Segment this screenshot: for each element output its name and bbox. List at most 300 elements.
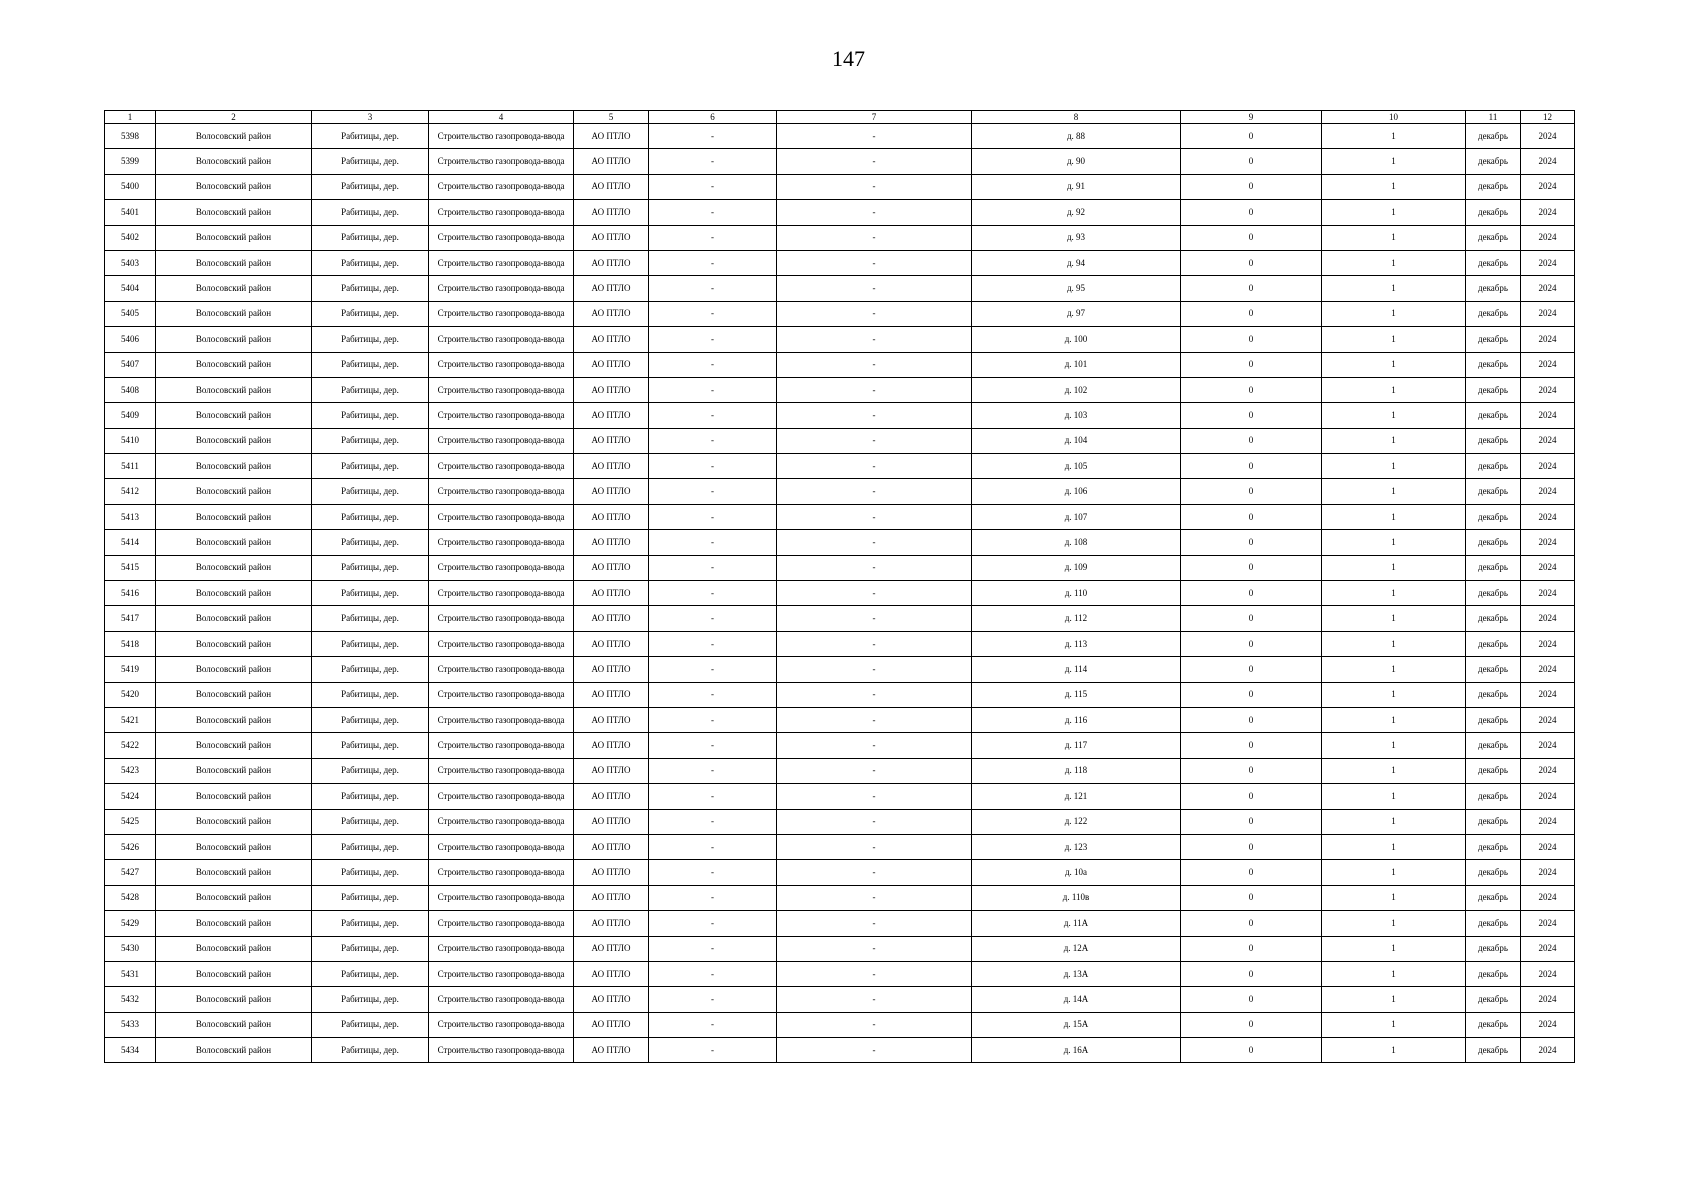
row-number-cell: 5401 [105,200,156,225]
col6-cell: - [649,784,777,809]
address-cell: д. 88 [972,124,1181,149]
district-cell: Волосовский район [156,758,312,783]
district-cell: Волосовский район [156,327,312,352]
col9-value-cell: 0 [1181,428,1322,453]
address-cell: д. 92 [972,200,1181,225]
district-cell: Волосовский район [156,936,312,961]
month-cell: декабрь [1466,911,1521,936]
col6-cell: - [649,530,777,555]
col7-cell: - [777,530,972,555]
table-row [105,707,1575,732]
month-cell: декабрь [1466,504,1521,529]
col9-value-cell: 0 [1181,606,1322,631]
month-cell: декабрь [1466,631,1521,656]
year-cell: 2024 [1521,682,1575,707]
col6-cell: - [649,555,777,580]
col6-cell: - [649,911,777,936]
month-cell: декабрь [1466,961,1521,986]
address-cell: д. 123 [972,834,1181,859]
year-cell: 2024 [1521,454,1575,479]
col6-cell: - [649,987,777,1012]
table-row [105,885,1575,910]
district-cell: Волосовский район [156,631,312,656]
organization-cell: АО ПТЛО [574,403,649,428]
col9-value-cell: 0 [1181,124,1322,149]
col7-cell: - [777,377,972,402]
organization-cell: АО ПТЛО [574,1038,649,1063]
col10-value-cell: 1 [1322,403,1466,428]
table-row [105,834,1575,859]
col6-cell: - [649,631,777,656]
activity-cell: Строительство газопровода-ввода [429,707,574,732]
month-cell: декабрь [1466,250,1521,275]
address-cell: д. 121 [972,784,1181,809]
col6-cell: - [649,1012,777,1037]
year-cell: 2024 [1521,885,1575,910]
col7-cell: - [777,327,972,352]
year-cell: 2024 [1521,555,1575,580]
row-number-cell: 5403 [105,250,156,275]
col9-value-cell: 0 [1181,352,1322,377]
col7-cell: - [777,606,972,631]
year-cell: 2024 [1521,961,1575,986]
address-cell: д. 122 [972,809,1181,834]
col9-value-cell: 0 [1181,1012,1322,1037]
table-row [105,657,1575,682]
row-number-cell: 5404 [105,276,156,301]
organization-cell: АО ПТЛО [574,225,649,250]
organization-cell: АО ПТЛО [574,581,649,606]
activity-cell: Строительство газопровода-ввода [429,784,574,809]
col10-value-cell: 1 [1322,352,1466,377]
col7-cell: - [777,911,972,936]
column-header: 8 [972,111,1181,124]
activity-cell: Строительство газопровода-ввода [429,403,574,428]
district-cell: Волосовский район [156,504,312,529]
address-cell: д. 16А [972,1038,1181,1063]
column-header: 12 [1521,111,1575,124]
address-cell: д. 15А [972,1012,1181,1037]
col10-value-cell: 1 [1322,504,1466,529]
month-cell: декабрь [1466,758,1521,783]
organization-cell: АО ПТЛО [574,834,649,859]
settlement-cell: Рабитицы, дер. [312,454,429,479]
column-header: 6 [649,111,777,124]
activity-cell: Строительство газопровода-ввода [429,885,574,910]
col10-value-cell: 1 [1322,885,1466,910]
settlement-cell: Рабитицы, дер. [312,784,429,809]
address-cell: д. 117 [972,733,1181,758]
col7-cell: - [777,276,972,301]
col7-cell: - [777,834,972,859]
col10-value-cell: 1 [1322,530,1466,555]
table-row [105,124,1575,149]
col7-cell: - [777,149,972,174]
row-number-cell: 5422 [105,733,156,758]
activity-cell: Строительство газопровода-ввода [429,809,574,834]
row-number-cell: 5423 [105,758,156,783]
col9-value-cell: 0 [1181,327,1322,352]
col6-cell: - [649,885,777,910]
row-number-cell: 5400 [105,174,156,199]
col9-value-cell: 0 [1181,834,1322,859]
col9-value-cell: 0 [1181,200,1322,225]
table-row [105,758,1575,783]
row-number-cell: 5413 [105,504,156,529]
organization-cell: АО ПТЛО [574,377,649,402]
col6-cell: - [649,707,777,732]
month-cell: декабрь [1466,327,1521,352]
table-row [105,784,1575,809]
row-number-cell: 5405 [105,301,156,326]
district-cell: Волосовский район [156,479,312,504]
col9-value-cell: 0 [1181,555,1322,580]
district-cell: Волосовский район [156,1038,312,1063]
col9-value-cell: 0 [1181,707,1322,732]
table-row [105,809,1575,834]
col10-value-cell: 1 [1322,301,1466,326]
district-cell: Волосовский район [156,581,312,606]
row-number-cell: 5434 [105,1038,156,1063]
col9-value-cell: 0 [1181,174,1322,199]
col6-cell: - [649,454,777,479]
month-cell: декабрь [1466,428,1521,453]
col9-value-cell: 0 [1181,377,1322,402]
column-header: 4 [429,111,574,124]
month-cell: декабрь [1466,809,1521,834]
col9-value-cell: 0 [1181,758,1322,783]
col9-value-cell: 0 [1181,225,1322,250]
table-row [105,301,1575,326]
settlement-cell: Рабитицы, дер. [312,885,429,910]
district-cell: Волосовский район [156,301,312,326]
settlement-cell: Рабитицы, дер. [312,250,429,275]
col6-cell: - [649,428,777,453]
activity-cell: Строительство газопровода-ввода [429,174,574,199]
col6-cell: - [649,961,777,986]
col6-cell: - [649,377,777,402]
col10-value-cell: 1 [1322,581,1466,606]
settlement-cell: Рабитицы, дер. [312,911,429,936]
col6-cell: - [649,403,777,428]
district-cell: Волосовский район [156,403,312,428]
col9-value-cell: 0 [1181,1038,1322,1063]
col9-value-cell: 0 [1181,809,1322,834]
col10-value-cell: 1 [1322,784,1466,809]
settlement-cell: Рабитицы, дер. [312,581,429,606]
col6-cell: - [649,174,777,199]
month-cell: декабрь [1466,657,1521,682]
organization-cell: АО ПТЛО [574,174,649,199]
table-row [105,352,1575,377]
activity-cell: Строительство газопровода-ввода [429,682,574,707]
col10-value-cell: 1 [1322,327,1466,352]
year-cell: 2024 [1521,124,1575,149]
col9-value-cell: 0 [1181,504,1322,529]
col7-cell: - [777,1012,972,1037]
col10-value-cell: 1 [1322,200,1466,225]
row-number-cell: 5427 [105,860,156,885]
table-row [105,1012,1575,1037]
year-cell: 2024 [1521,1038,1575,1063]
settlement-cell: Рабитицы, дер. [312,225,429,250]
year-cell: 2024 [1521,352,1575,377]
row-number-cell: 5416 [105,581,156,606]
col10-value-cell: 1 [1322,987,1466,1012]
address-cell: д. 90 [972,149,1181,174]
column-header: 10 [1322,111,1466,124]
address-cell: д. 12А [972,936,1181,961]
activity-cell: Строительство газопровода-ввода [429,657,574,682]
col10-value-cell: 1 [1322,682,1466,707]
column-header: 1 [105,111,156,124]
district-cell: Волосовский район [156,809,312,834]
organization-cell: АО ПТЛО [574,1012,649,1037]
month-cell: декабрь [1466,403,1521,428]
month-cell: декабрь [1466,555,1521,580]
col9-value-cell: 0 [1181,479,1322,504]
district-cell: Волосовский район [156,657,312,682]
row-number-cell: 5431 [105,961,156,986]
col6-cell: - [649,809,777,834]
table-row [105,911,1575,936]
col7-cell: - [777,581,972,606]
organization-cell: АО ПТЛО [574,885,649,910]
col6-cell: - [649,936,777,961]
year-cell: 2024 [1521,403,1575,428]
table-row [105,479,1575,504]
col10-value-cell: 1 [1322,834,1466,859]
address-cell: д. 116 [972,707,1181,732]
col7-cell: - [777,860,972,885]
year-cell: 2024 [1521,200,1575,225]
settlement-cell: Рабитицы, дер. [312,174,429,199]
year-cell: 2024 [1521,809,1575,834]
district-cell: Волосовский район [156,124,312,149]
col9-value-cell: 0 [1181,403,1322,428]
row-number-cell: 5406 [105,327,156,352]
activity-cell: Строительство газопровода-ввода [429,581,574,606]
address-cell: д. 118 [972,758,1181,783]
row-number-cell: 5398 [105,124,156,149]
activity-cell: Строительство газопровода-ввода [429,834,574,859]
organization-cell: АО ПТЛО [574,860,649,885]
col7-cell: - [777,504,972,529]
column-header: 2 [156,111,312,124]
organization-cell: АО ПТЛО [574,657,649,682]
activity-cell: Строительство газопровода-ввода [429,428,574,453]
row-number-cell: 5421 [105,707,156,732]
activity-cell: Строительство газопровода-ввода [429,1012,574,1037]
settlement-cell: Рабитицы, дер. [312,428,429,453]
table-row [105,530,1575,555]
table-body [105,124,1575,1063]
address-cell: д. 106 [972,479,1181,504]
table-row [105,860,1575,885]
col9-value-cell: 0 [1181,860,1322,885]
column-header: 5 [574,111,649,124]
organization-cell: АО ПТЛО [574,809,649,834]
month-cell: декабрь [1466,936,1521,961]
settlement-cell: Рабитицы, дер. [312,149,429,174]
year-cell: 2024 [1521,301,1575,326]
col7-cell: - [777,758,972,783]
district-cell: Волосовский район [156,707,312,732]
col10-value-cell: 1 [1322,250,1466,275]
organization-cell: АО ПТЛО [574,149,649,174]
col7-cell: - [777,124,972,149]
address-cell: д. 109 [972,555,1181,580]
organization-cell: АО ПТЛО [574,479,649,504]
address-cell: д. 104 [972,428,1181,453]
table-row [105,733,1575,758]
year-cell: 2024 [1521,1012,1575,1037]
table-row [105,225,1575,250]
col10-value-cell: 1 [1322,936,1466,961]
row-number-cell: 5426 [105,834,156,859]
col7-cell: - [777,225,972,250]
table-row [105,581,1575,606]
table-row [105,1038,1575,1063]
activity-cell: Строительство газопровода-ввода [429,860,574,885]
col6-cell: - [649,225,777,250]
district-cell: Волосовский район [156,682,312,707]
table-row [105,631,1575,656]
col10-value-cell: 1 [1322,124,1466,149]
district-cell: Волосовский район [156,149,312,174]
col9-value-cell: 0 [1181,276,1322,301]
col10-value-cell: 1 [1322,707,1466,732]
row-number-cell: 5414 [105,530,156,555]
col10-value-cell: 1 [1322,860,1466,885]
organization-cell: АО ПТЛО [574,352,649,377]
col6-cell: - [649,733,777,758]
year-cell: 2024 [1521,936,1575,961]
row-number-cell: 5418 [105,631,156,656]
row-number-cell: 5408 [105,377,156,402]
activity-cell: Строительство газопровода-ввода [429,961,574,986]
year-cell: 2024 [1521,250,1575,275]
col7-cell: - [777,682,972,707]
year-cell: 2024 [1521,758,1575,783]
col7-cell: - [777,936,972,961]
col9-value-cell: 0 [1181,682,1322,707]
district-cell: Волосовский район [156,276,312,301]
row-number-cell: 5420 [105,682,156,707]
organization-cell: АО ПТЛО [574,733,649,758]
address-cell: д. 115 [972,682,1181,707]
month-cell: декабрь [1466,149,1521,174]
district-cell: Волосовский район [156,555,312,580]
address-cell: д. 10а [972,860,1181,885]
table-row [105,327,1575,352]
settlement-cell: Рабитицы, дер. [312,606,429,631]
address-cell: д. 108 [972,530,1181,555]
settlement-cell: Рабитицы, дер. [312,809,429,834]
year-cell: 2024 [1521,606,1575,631]
activity-cell: Строительство газопровода-ввода [429,301,574,326]
col9-value-cell: 0 [1181,631,1322,656]
district-cell: Волосовский район [156,200,312,225]
col10-value-cell: 1 [1322,809,1466,834]
address-cell: д. 113 [972,631,1181,656]
col7-cell: - [777,301,972,326]
col7-cell: - [777,403,972,428]
organization-cell: АО ПТЛО [574,530,649,555]
organization-cell: АО ПТЛО [574,707,649,732]
address-cell: д. 101 [972,352,1181,377]
table-row [105,250,1575,275]
activity-cell: Строительство газопровода-ввода [429,479,574,504]
year-cell: 2024 [1521,428,1575,453]
col10-value-cell: 1 [1322,1038,1466,1063]
activity-cell: Строительство газопровода-ввода [429,327,574,352]
year-cell: 2024 [1521,327,1575,352]
col9-value-cell: 0 [1181,454,1322,479]
col6-cell: - [649,479,777,504]
organization-cell: АО ПТЛО [574,758,649,783]
table-row [105,200,1575,225]
col6-cell: - [649,1038,777,1063]
col6-cell: - [649,124,777,149]
col6-cell: - [649,276,777,301]
col6-cell: - [649,657,777,682]
settlement-cell: Рабитицы, дер. [312,530,429,555]
year-cell: 2024 [1521,784,1575,809]
organization-cell: АО ПТЛО [574,936,649,961]
table-row [105,936,1575,961]
organization-cell: АО ПТЛО [574,301,649,326]
col9-value-cell: 0 [1181,657,1322,682]
address-cell: д. 112 [972,606,1181,631]
col9-value-cell: 0 [1181,987,1322,1012]
month-cell: декабрь [1466,606,1521,631]
col9-value-cell: 0 [1181,961,1322,986]
address-cell: д. 11А [972,911,1181,936]
organization-cell: АО ПТЛО [574,911,649,936]
district-cell: Волосовский район [156,885,312,910]
address-cell: д. 114 [972,657,1181,682]
col10-value-cell: 1 [1322,479,1466,504]
settlement-cell: Рабитицы, дер. [312,403,429,428]
month-cell: декабрь [1466,733,1521,758]
row-number-cell: 5429 [105,911,156,936]
col7-cell: - [777,885,972,910]
row-number-cell: 5432 [105,987,156,1012]
settlement-cell: Рабитицы, дер. [312,860,429,885]
col6-cell: - [649,682,777,707]
district-cell: Волосовский район [156,377,312,402]
settlement-cell: Рабитицы, дер. [312,124,429,149]
address-cell: д. 107 [972,504,1181,529]
month-cell: декабрь [1466,1038,1521,1063]
month-cell: декабрь [1466,225,1521,250]
district-cell: Волосовский район [156,961,312,986]
month-cell: декабрь [1466,530,1521,555]
address-cell: д. 102 [972,377,1181,402]
col9-value-cell: 0 [1181,885,1322,910]
table-row [105,377,1575,402]
address-cell: д. 94 [972,250,1181,275]
address-cell: д. 95 [972,276,1181,301]
table-row [105,606,1575,631]
register-table [104,110,1575,1063]
district-cell: Волосовский район [156,530,312,555]
col7-cell: - [777,200,972,225]
col10-value-cell: 1 [1322,911,1466,936]
address-cell: д. 110в [972,885,1181,910]
column-header: 11 [1466,111,1521,124]
